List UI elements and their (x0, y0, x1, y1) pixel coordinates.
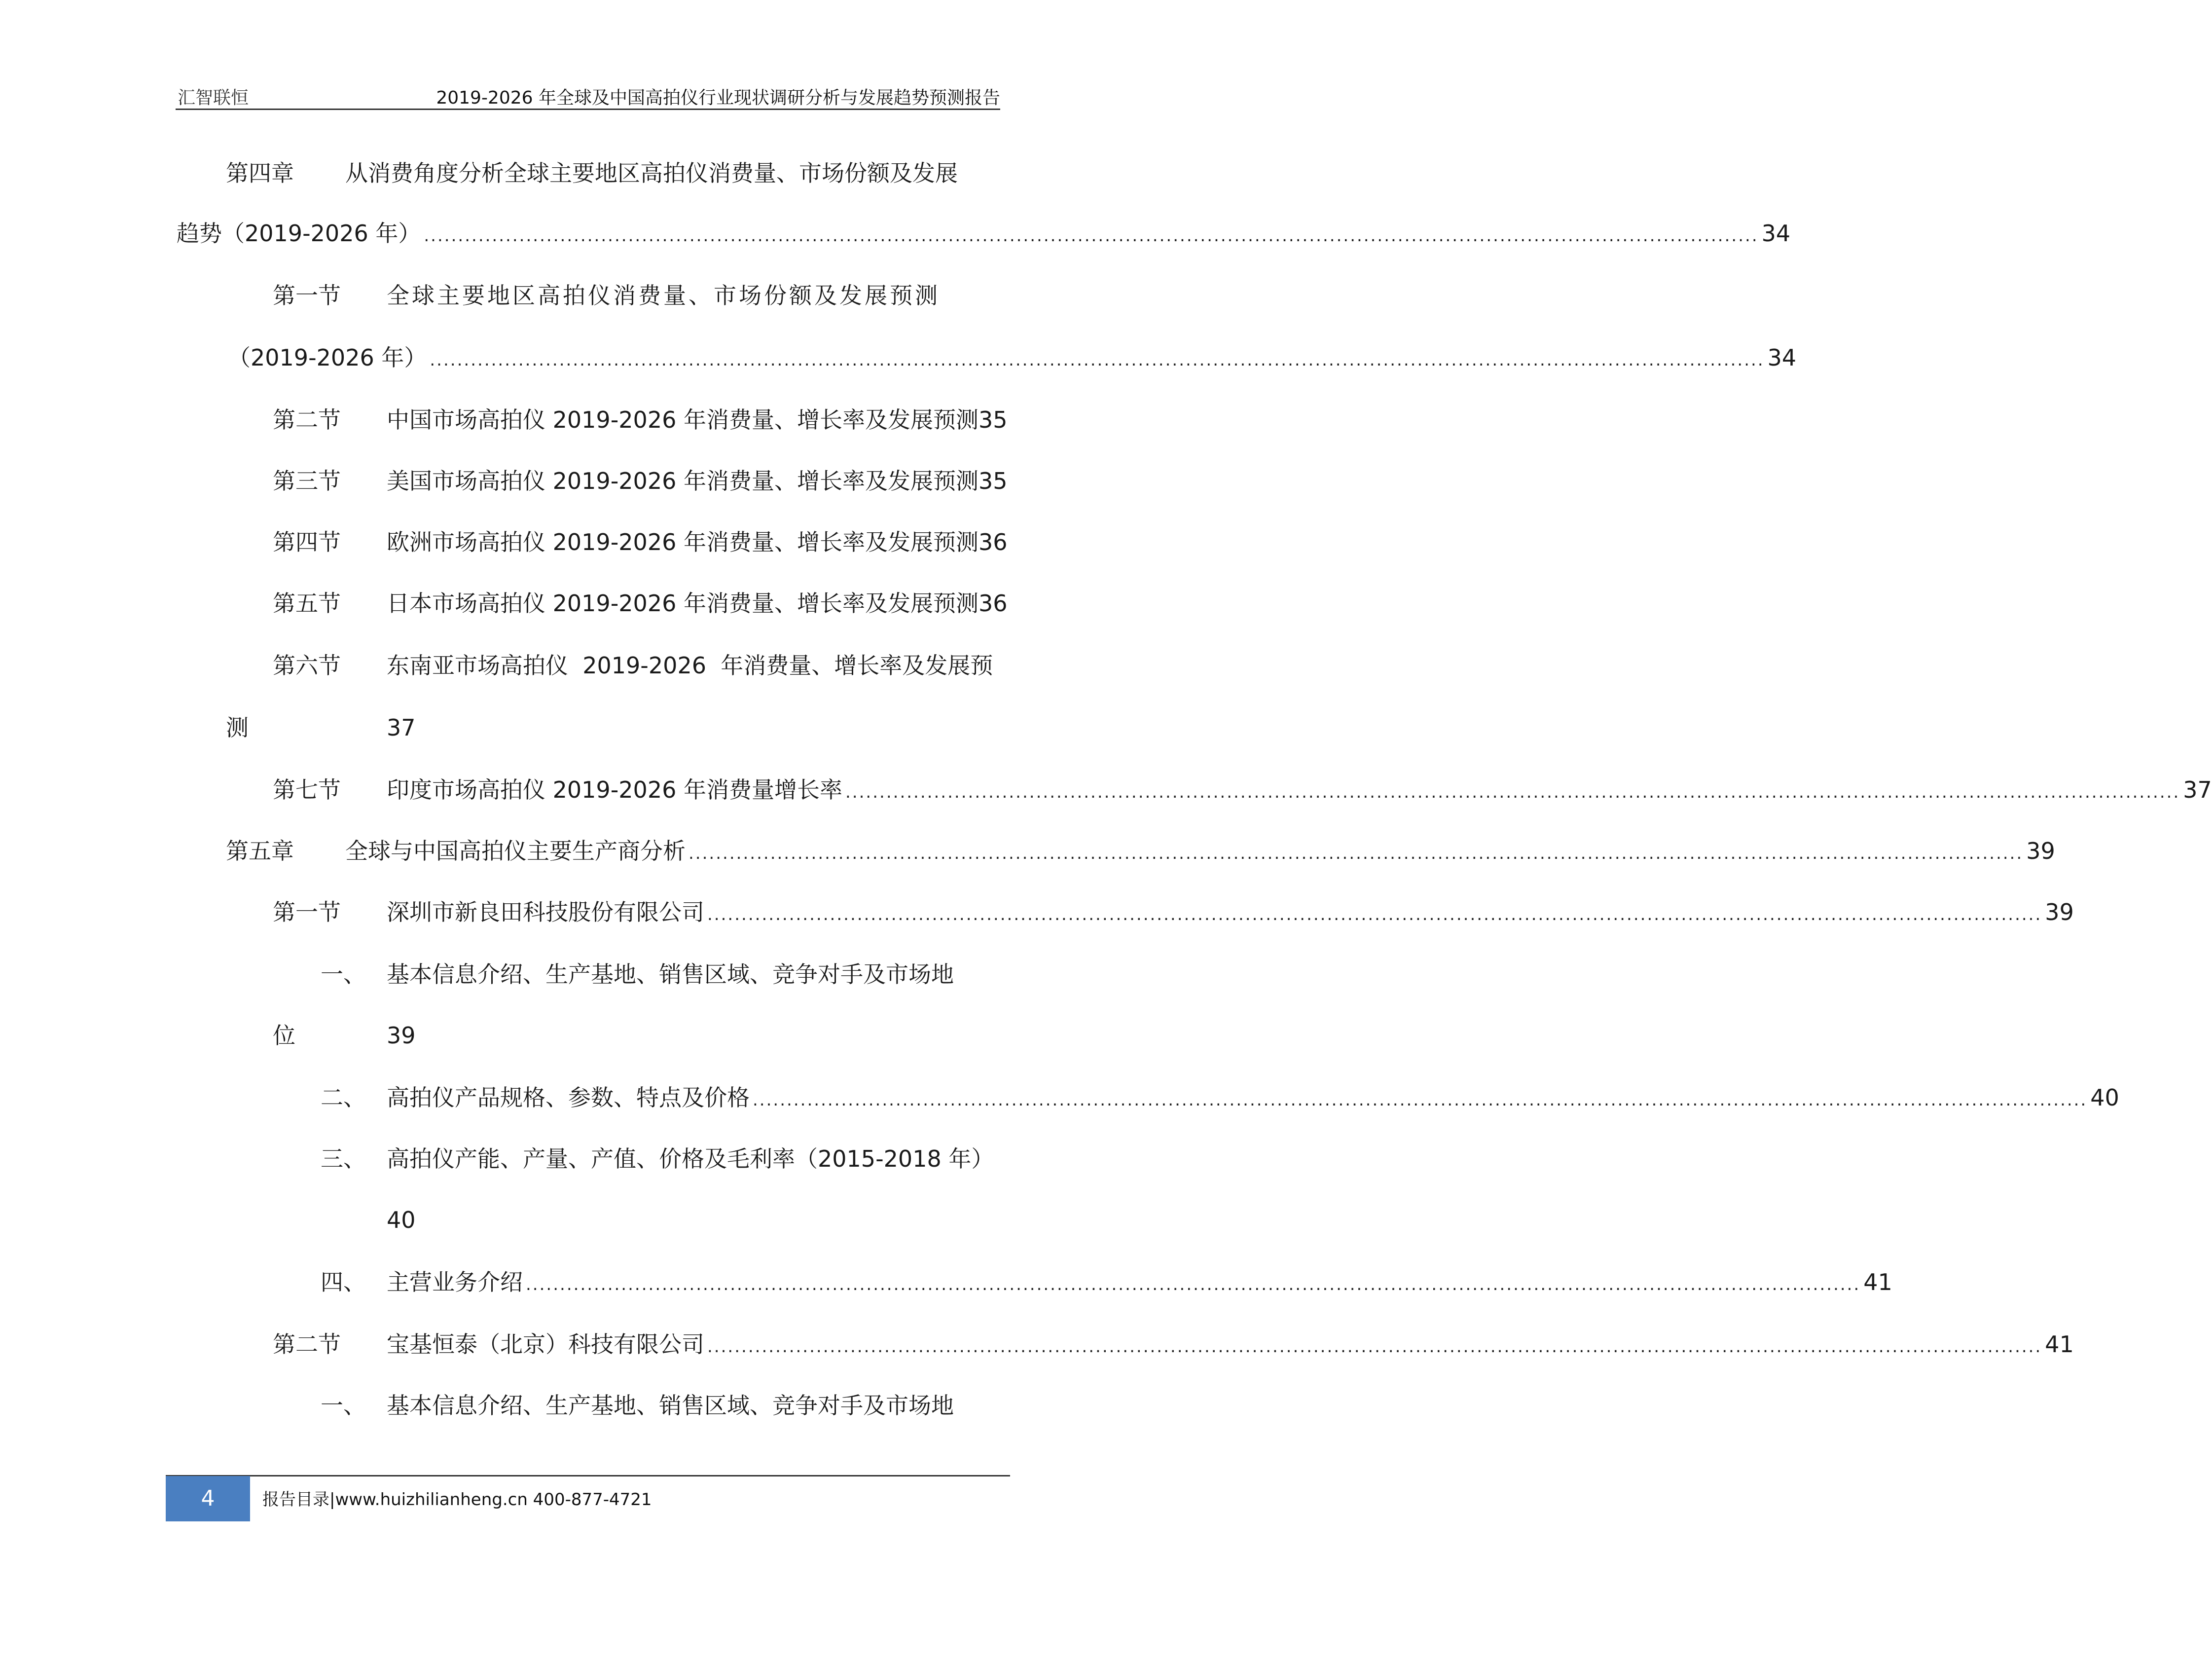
toc-ch5-s1-i3-title-line1: 高拍仪产能、产量、产值、价格及毛利率（2015-2018 年） (387, 1145, 994, 1172)
toc-ch4-s4-title: 欧洲市场高拍仪 2019-2026 年消费量、增长率及发展预测 (387, 529, 979, 555)
toc-ch5-s2-title: 宝基恒泰（北京）科技有限公司 (387, 1331, 704, 1358)
footer-rule (166, 1475, 1010, 1476)
toc-ch4-s6-title-line2: 测 (226, 714, 249, 741)
toc-ch4-s2-entry[interactable] (387, 403, 1008, 437)
toc-ch4-s2-label: 第二节 (273, 406, 341, 433)
toc-page-number: 39 (2026, 838, 2055, 864)
toc-ch5-s1-label: 第一节 (273, 899, 341, 925)
dot-leader: .................................................................................................................................................................................................... (424, 226, 1759, 246)
page-number-box: 4 (166, 1476, 250, 1521)
toc-ch4-label: 第四章 (226, 160, 294, 186)
toc-ch5-s1-i3-page[interactable]: 40 (387, 1207, 416, 1233)
toc-page-number: 36 (978, 529, 1008, 555)
dot-leader: .................................................................................................................................................................................................... (707, 1337, 2042, 1357)
toc-ch5-s2-label: 第二节 (273, 1331, 341, 1358)
toc-ch4-s6-label: 第六节 (273, 652, 341, 679)
toc-ch4-title-line2: 趋势（2019-2026 年） (177, 220, 421, 247)
toc-ch5-s1-i1-page[interactable]: 39 (387, 1022, 416, 1049)
dot-leader: .................................................................................................................................................................................................... (753, 1090, 2088, 1110)
toc-ch4-s1-entry[interactable] (228, 340, 1797, 375)
toc-ch5-s1-i3-label: 三、 (321, 1145, 366, 1172)
dot-leader: .................................................................................................................................................................................................... (526, 1275, 1861, 1294)
dot-leader: .................................................................................................................................................................................................... (707, 905, 2042, 924)
toc-ch5-s2-entry[interactable] (387, 1327, 2074, 1362)
toc-ch5-s1-i1-title-line2: 位 (273, 1022, 295, 1049)
toc-ch5-s1-i2-entry[interactable] (387, 1080, 2119, 1115)
toc-page-number: 39 (2045, 899, 2074, 925)
toc-page-number: 35 (978, 406, 1008, 433)
toc-ch5-s1-title: 深圳市新良田科技股份有限公司 (387, 899, 704, 925)
toc-page-number: 34 (1761, 220, 1791, 247)
toc-ch4-s6-page[interactable]: 37 (387, 714, 416, 741)
toc-ch4-s4-label: 第四节 (273, 529, 341, 555)
toc-ch4-s3-title: 美国市场高拍仪 2019-2026 年消费量、增长率及发展预测 (387, 468, 979, 494)
toc-ch4-s7-label: 第七节 (273, 776, 341, 803)
dot-leader: .................................................................................................................................................................................................... (845, 782, 2180, 802)
toc-ch4-entry[interactable] (177, 216, 1791, 251)
toc-page-number: 37 (2183, 776, 2212, 803)
toc-ch5-title: 全球与中国高拍仪主要生产商分析 (345, 838, 686, 864)
toc-page-number: 34 (1767, 344, 1797, 371)
toc-ch5-label: 第五章 (226, 838, 294, 864)
toc-ch4-s1-label: 第一节 (273, 282, 341, 309)
toc-ch4-s5-entry[interactable] (387, 586, 1008, 621)
toc-ch5-s1-entry[interactable] (387, 895, 2074, 929)
toc-ch5-s2-i1-label: 一、 (321, 1392, 366, 1419)
toc-ch4-s6-title-line1: 东南亚市场高拍仪 2019-2026 年消费量、增长率及发展预 (387, 652, 993, 679)
dot-leader: .................................................................................................................................................................................................... (689, 844, 2024, 863)
toc-ch4-s2-title: 中国市场高拍仪 2019-2026 年消费量、增长率及发展预测 (387, 406, 979, 433)
toc-page-number: 36 (978, 590, 1008, 617)
toc-ch5-s1-i4-entry[interactable] (387, 1265, 1892, 1299)
toc-page-number: 41 (1863, 1269, 1892, 1295)
header-company: 汇智联恒 (178, 88, 249, 108)
toc-ch5-s1-i2-label: 二、 (321, 1084, 366, 1111)
toc-ch5-entry[interactable] (345, 834, 2055, 868)
footer-contact: 报告目录|www.huizhilianheng.cn 400-877-4721 (262, 1490, 652, 1510)
toc-ch5-s2-i1-title-line1[interactable]: 基本信息介绍、生产基地、销售区域、竞争对手及市场地 (387, 1392, 954, 1419)
toc-ch5-s1-i1-label: 一、 (321, 961, 366, 988)
toc-page-number: 40 (2090, 1084, 2119, 1111)
toc-ch5-s1-i4-label: 四、 (321, 1269, 366, 1295)
header-report-title: 2019-2026 年全球及中国高拍仪行业现状调研分析与发展趋势预测报告 (436, 88, 1000, 108)
dot-leader: .................................................................................................................................................................................................... (430, 350, 1765, 370)
toc-ch4-s3-label: 第三节 (273, 468, 341, 494)
toc-ch5-s1-i1-title-line1: 基本信息介绍、生产基地、销售区域、竞争对手及市场地 (387, 961, 954, 988)
toc-page-number: 41 (2045, 1331, 2074, 1358)
toc-ch4-title-line1: 从消费角度分析全球主要地区高拍仪消费量、市场份额及发展 (345, 160, 958, 186)
toc-ch5-s1-i4-title: 主营业务介绍 (387, 1269, 523, 1295)
toc-ch4-s3-entry[interactable] (387, 464, 1008, 498)
page-header (176, 79, 1000, 110)
toc-ch4-s4-entry[interactable] (387, 525, 1008, 559)
toc-ch4-s1-title-line1: 全球主要地区高拍仪消费量、市场份额及发展预测 (387, 282, 940, 309)
toc-ch4-s5-label: 第五节 (273, 590, 341, 617)
toc-ch5-s1-i2-title: 高拍仪产品规格、参数、特点及价格 (387, 1084, 750, 1111)
toc-ch4-s7-title: 印度市场高拍仪 2019-2026 年消费量增长率 (387, 776, 842, 803)
toc-ch4-s5-title: 日本市场高拍仪 2019-2026 年消费量、增长率及发展预测 (387, 590, 979, 617)
toc-ch4-s1-title-line2: （2019-2026 年） (228, 344, 427, 371)
toc-page-number: 35 (978, 468, 1008, 494)
toc-ch4-s7-entry[interactable] (387, 773, 2212, 807)
